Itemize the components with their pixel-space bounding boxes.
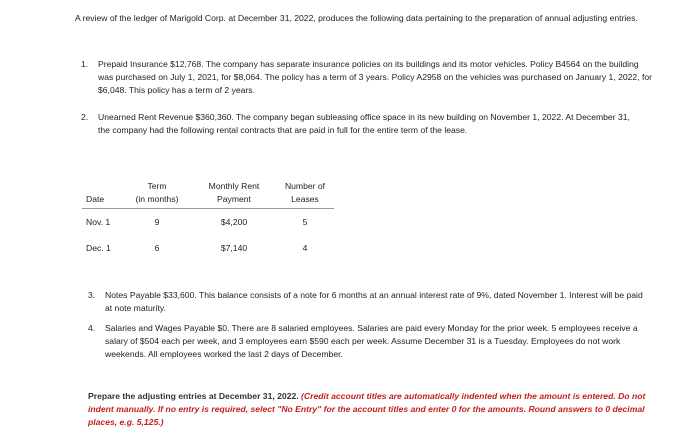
table-row xyxy=(82,209,334,236)
header-monthly-rent: Monthly Rent Payment xyxy=(192,176,276,209)
list-item-number: 2. xyxy=(81,112,89,122)
list-item-number: 3. xyxy=(88,290,96,300)
table-row xyxy=(82,235,334,261)
header-term: Term (in months) xyxy=(122,176,192,209)
list-item-text: Notes Payable $33,600. This balance consists of a note for 6 months at an annual interest rate of 9%, dated November 1. Interest will be paid at note maturity. xyxy=(105,290,643,313)
header-date: Date xyxy=(82,176,122,209)
list-item-text: Prepaid Insurance $12,768. The company has separate insurance policies on its buildings and its motor vehicles. Policy B4564 on the building was purchased on July 1, 2021, for $8,064. The policy has a term of 3 years. Policy A2958 on the vehicles was purchased on January 1, 2022, for $6,048. This policy has a term of 2 years. xyxy=(98,59,652,95)
cell-leases: 5 xyxy=(302,216,308,227)
header-number-of-leases: Number of Leases xyxy=(276,176,334,209)
cell-rent: $4,200 xyxy=(220,216,248,227)
list-item-number: 4. xyxy=(88,323,96,333)
cell-date: Dec. 1 xyxy=(86,242,111,253)
rental-contracts-table xyxy=(82,176,334,261)
cell-rent: $7,140 xyxy=(220,242,248,253)
intro-paragraph: A review of the ledger of Marigold Corp. at December 31, 2022, produces the following data pertaining to the preparation of annual adjusting entries. xyxy=(75,13,638,23)
instructions-lead: Prepare the adjusting entries at December 31, 2022. xyxy=(88,391,302,401)
list-item-number: 1. xyxy=(81,59,89,69)
cell-date: Nov. 1 xyxy=(86,216,111,227)
list-item-text: Unearned Rent Revenue $360,360. The company began subleasing office space in its new building on November 1, 2022. At December 31, the company had the following rental contracts that are paid in full for the entire term of the lease. xyxy=(98,112,630,135)
instructions-note: (Credit account titles are automatically indented when the amount is entered. Do not indent manually. If no entry is required, select "No Entry" for the account titles and enter 0 for the amounts. Round answers to 0 decimal places, e.g. 5,125.) xyxy=(88,391,646,427)
cell-leases: 4 xyxy=(302,242,308,253)
instructions-paragraph xyxy=(88,390,648,429)
list-item-text: Salaries and Wages Payable $0. There are 8 salaried employees. Salaries are paid every Monday for the prior week. 5 employees receive a salary of $504 each per week, and 3 employees earn $590 each per week. Assume December 31 is a Tuesday. Employees do not work weekends. All employees worked the last 2 days of December. xyxy=(105,323,638,359)
cell-term: 9 xyxy=(154,216,160,227)
cell-term: 6 xyxy=(154,242,160,253)
table-header-row xyxy=(82,176,334,209)
